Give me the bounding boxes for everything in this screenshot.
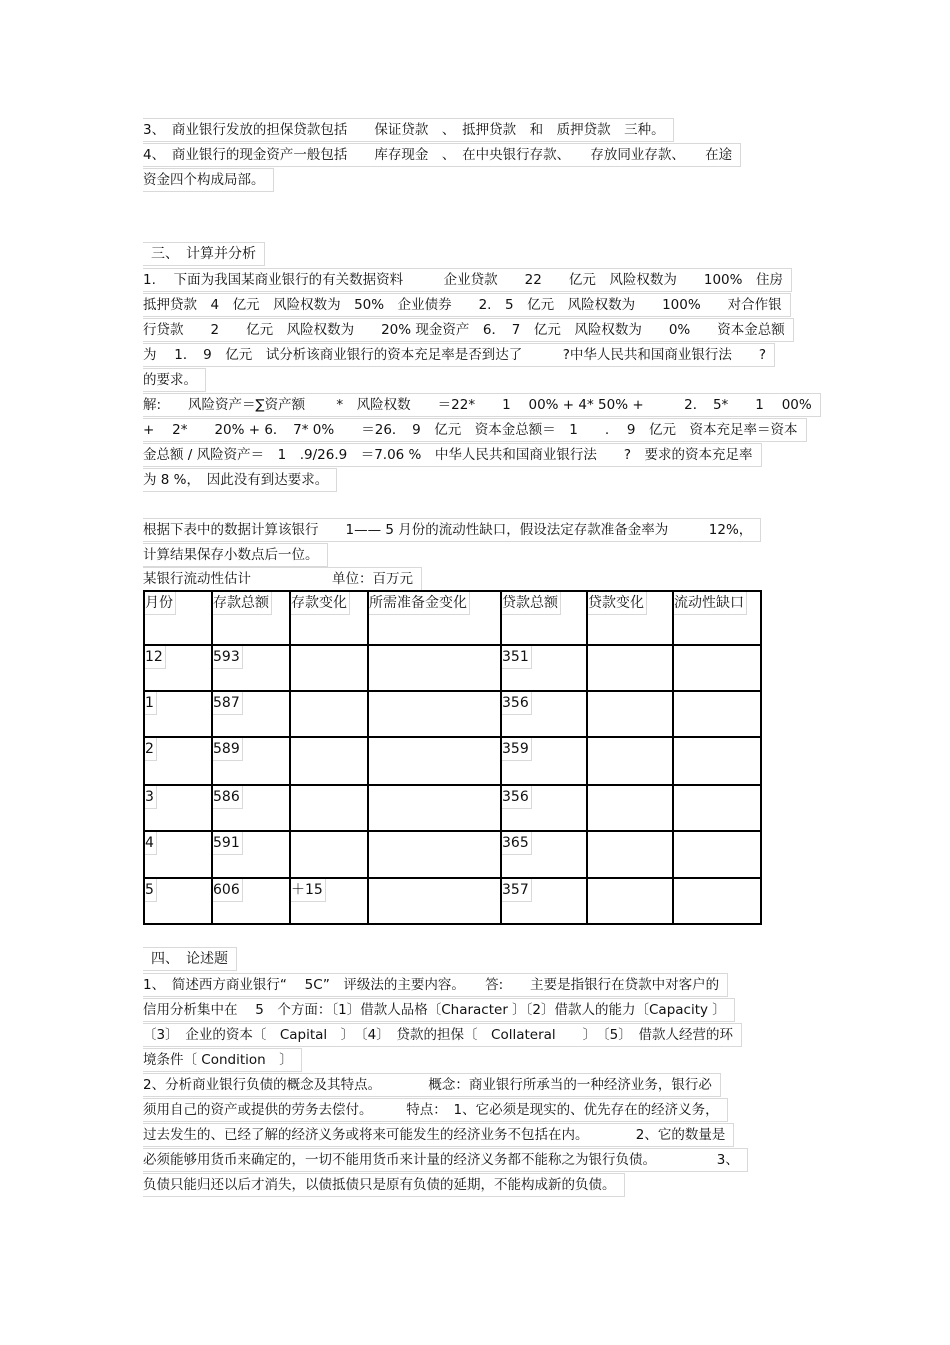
cell-deposits: 586 [212, 785, 290, 831]
cell-deposits: 593 [212, 645, 290, 691]
cell-reserve-change [368, 831, 501, 878]
line-essay-6: 须用自己的资产或提供的劳务去偿付。 特点： 1、它必须是现实的、优先存在的经济义务， [143, 1098, 728, 1122]
cell-reserve-change [368, 645, 501, 691]
line-essay-2: 信用分析集中在 5 个方面：〔1〕借款人品格〔Character 〕〔2〕借款人的能力〔Capacity 〕 [143, 998, 735, 1022]
header-cell-deposit-change: 存款变化 [290, 591, 368, 645]
table-row [144, 691, 761, 737]
cell-deposit-change [290, 645, 368, 691]
cell-month: 4 [144, 831, 212, 878]
header-cell-deposits: 存款总额 [212, 591, 290, 645]
cell-loans: 351 [501, 645, 587, 691]
line-essay-8: 必须能够用货币来确定的，一切不能用货币来计量的经济义务都不能称之为银行负债。 3、 [143, 1148, 748, 1172]
cell-month: 2 [144, 737, 212, 785]
cell-deposit-change [290, 691, 368, 737]
cell-deposit-change [290, 831, 368, 878]
cell-deposit-change [290, 785, 368, 831]
table-row [144, 737, 761, 785]
cell-month: 3 [144, 785, 212, 831]
header-cell-loan-change: 贷款变化 [587, 591, 673, 645]
table-caption: 某银行流动性估计 单位：百万元 [143, 567, 422, 591]
cell-liquidity-gap [673, 645, 761, 691]
cell-month: 1 [144, 691, 212, 737]
cell-reserve-change [368, 691, 501, 737]
line-calc-4: 为 1． 9 亿元 试分析该商业银行的资本充足率是否到达了 ?中华人民共和国商业银行法 ? [143, 343, 775, 367]
line-calc-5: 的要求。 [143, 368, 206, 392]
cell-deposit-change [290, 737, 368, 785]
line-calc-3: 行贷款 2 亿元 风险权数为 20% 现金资产 6． 7 亿元 风险权数为 0% 资本金总额 [143, 318, 794, 342]
cell-reserve-change [368, 785, 501, 831]
cell-loans: 356 [501, 691, 587, 737]
line-q4-cash-assets-cont: 资金四个构成局部。 [143, 168, 274, 192]
table-header-row [144, 591, 761, 645]
section-heading-essay: 四、 论述题 [143, 947, 237, 971]
cell-loans: 357 [501, 878, 587, 924]
line-calc-2: 抵押贷款 4 亿元 风险权数为 50% 企业债券 2. 5 亿元 风险权数为 100% 对合作银 [143, 293, 791, 317]
cell-loans: 365 [501, 831, 587, 878]
line-essay-3: 〔3〕 企业的资本〔 Capital 〕 〔4〕 贷款的担保〔 Collateral 〕 〔5〕 借款人经营的环 [143, 1023, 742, 1047]
cell-deposits: 591 [212, 831, 290, 878]
line-solution-3: 金总额 / 风险资产＝ 1 .9/26.9 ＝7.06 % 中华人民共和国商业银行法 ? 要求的资本充足率 [143, 443, 762, 467]
header-cell-reserve-change: 所需准备金变化 [368, 591, 501, 645]
liquidity-table [143, 590, 762, 925]
cell-loan-change [587, 785, 673, 831]
line-essay-7: 过去发生的、已经了解的经济义务或将来可能发生的经济业务不包括在内。 2、它的数量是 [143, 1123, 734, 1147]
cell-loan-change [587, 878, 673, 924]
cell-deposits: 587 [212, 691, 290, 737]
line-solution-1: 解: 风险资产＝∑资产额 * 风险权数 ＝22* 1 00% + 4* 50% + 2． 5* 1 00% [143, 393, 821, 417]
header-cell-month: 月份 [144, 591, 212, 645]
cell-month: 12 [144, 645, 212, 691]
cell-loan-change [587, 691, 673, 737]
header-cell-liquidity-gap: 流动性缺口 [673, 591, 761, 645]
line-calc-1: 1. 下面为我国某商业银行的有关数据资料 企业贷款 22 亿元 风险权数为 100% 住房 [143, 268, 792, 292]
line-solution-4: 为 8 %， 因此没有到达要求。 [143, 468, 337, 492]
table-row [144, 645, 761, 691]
cell-deposit-change: ＋15 [290, 878, 368, 924]
line-essay-4: 境条件〔 Condition 〕 [143, 1048, 302, 1072]
cell-reserve-change [368, 737, 501, 785]
line-solution-2: + 2* 20% + 6． 7* 0% ＝26． 9 亿元 资本金总额＝ 1 . 9 亿元 资本充足率＝资本 [143, 418, 807, 442]
cell-month: 5 [144, 878, 212, 924]
line-essay-5: 2、分析商业银行负债的概念及其特点。 概念：商业银行所承当的一种经济业务，银行必 [143, 1073, 721, 1097]
table-row [144, 785, 761, 831]
cell-loan-change [587, 831, 673, 878]
cell-loans: 356 [501, 785, 587, 831]
cell-liquidity-gap [673, 831, 761, 878]
section-heading-calculation: 三、 计算并分析 [143, 242, 265, 266]
table-row [144, 831, 761, 878]
line-essay-1: 1、 简述西方商业银行“ 5C” 评级法的主要内容。 答: 主要是指银行在贷款中对客户的 [143, 973, 728, 997]
cell-deposits: 606 [212, 878, 290, 924]
line-q4-cash-assets: 4、 商业银行的现金资产一般包括 库存现金 、 在中央银行存款、 存放同业存款、 在途 [143, 143, 741, 167]
cell-liquidity-gap [673, 785, 761, 831]
cell-liquidity-gap [673, 878, 761, 924]
cell-liquidity-gap [673, 691, 761, 737]
line-liquidity-intro-1: 根据下表中的数据计算该银行 1—— 5 月份的流动性缺口，假设法定存款准备金率为 12%， [143, 518, 761, 542]
cell-deposits: 589 [212, 737, 290, 785]
table-row [144, 878, 761, 924]
cell-loan-change [587, 737, 673, 785]
line-q3-guarantee-loans: 3、 商业银行发放的担保贷款包括 保证贷款 、 抵押贷款 和 质押贷款 三种。 [143, 118, 674, 142]
line-essay-9: 负债只能归还以后才消失，以债抵债只是原有负债的延期，不能构成新的负债。 [143, 1173, 625, 1197]
header-cell-loans: 贷款总额 [501, 591, 587, 645]
line-liquidity-intro-2: 计算结果保存小数点后一位。 [143, 543, 328, 567]
cell-loan-change [587, 645, 673, 691]
cell-reserve-change [368, 878, 501, 924]
cell-liquidity-gap [673, 737, 761, 785]
cell-loans: 359 [501, 737, 587, 785]
